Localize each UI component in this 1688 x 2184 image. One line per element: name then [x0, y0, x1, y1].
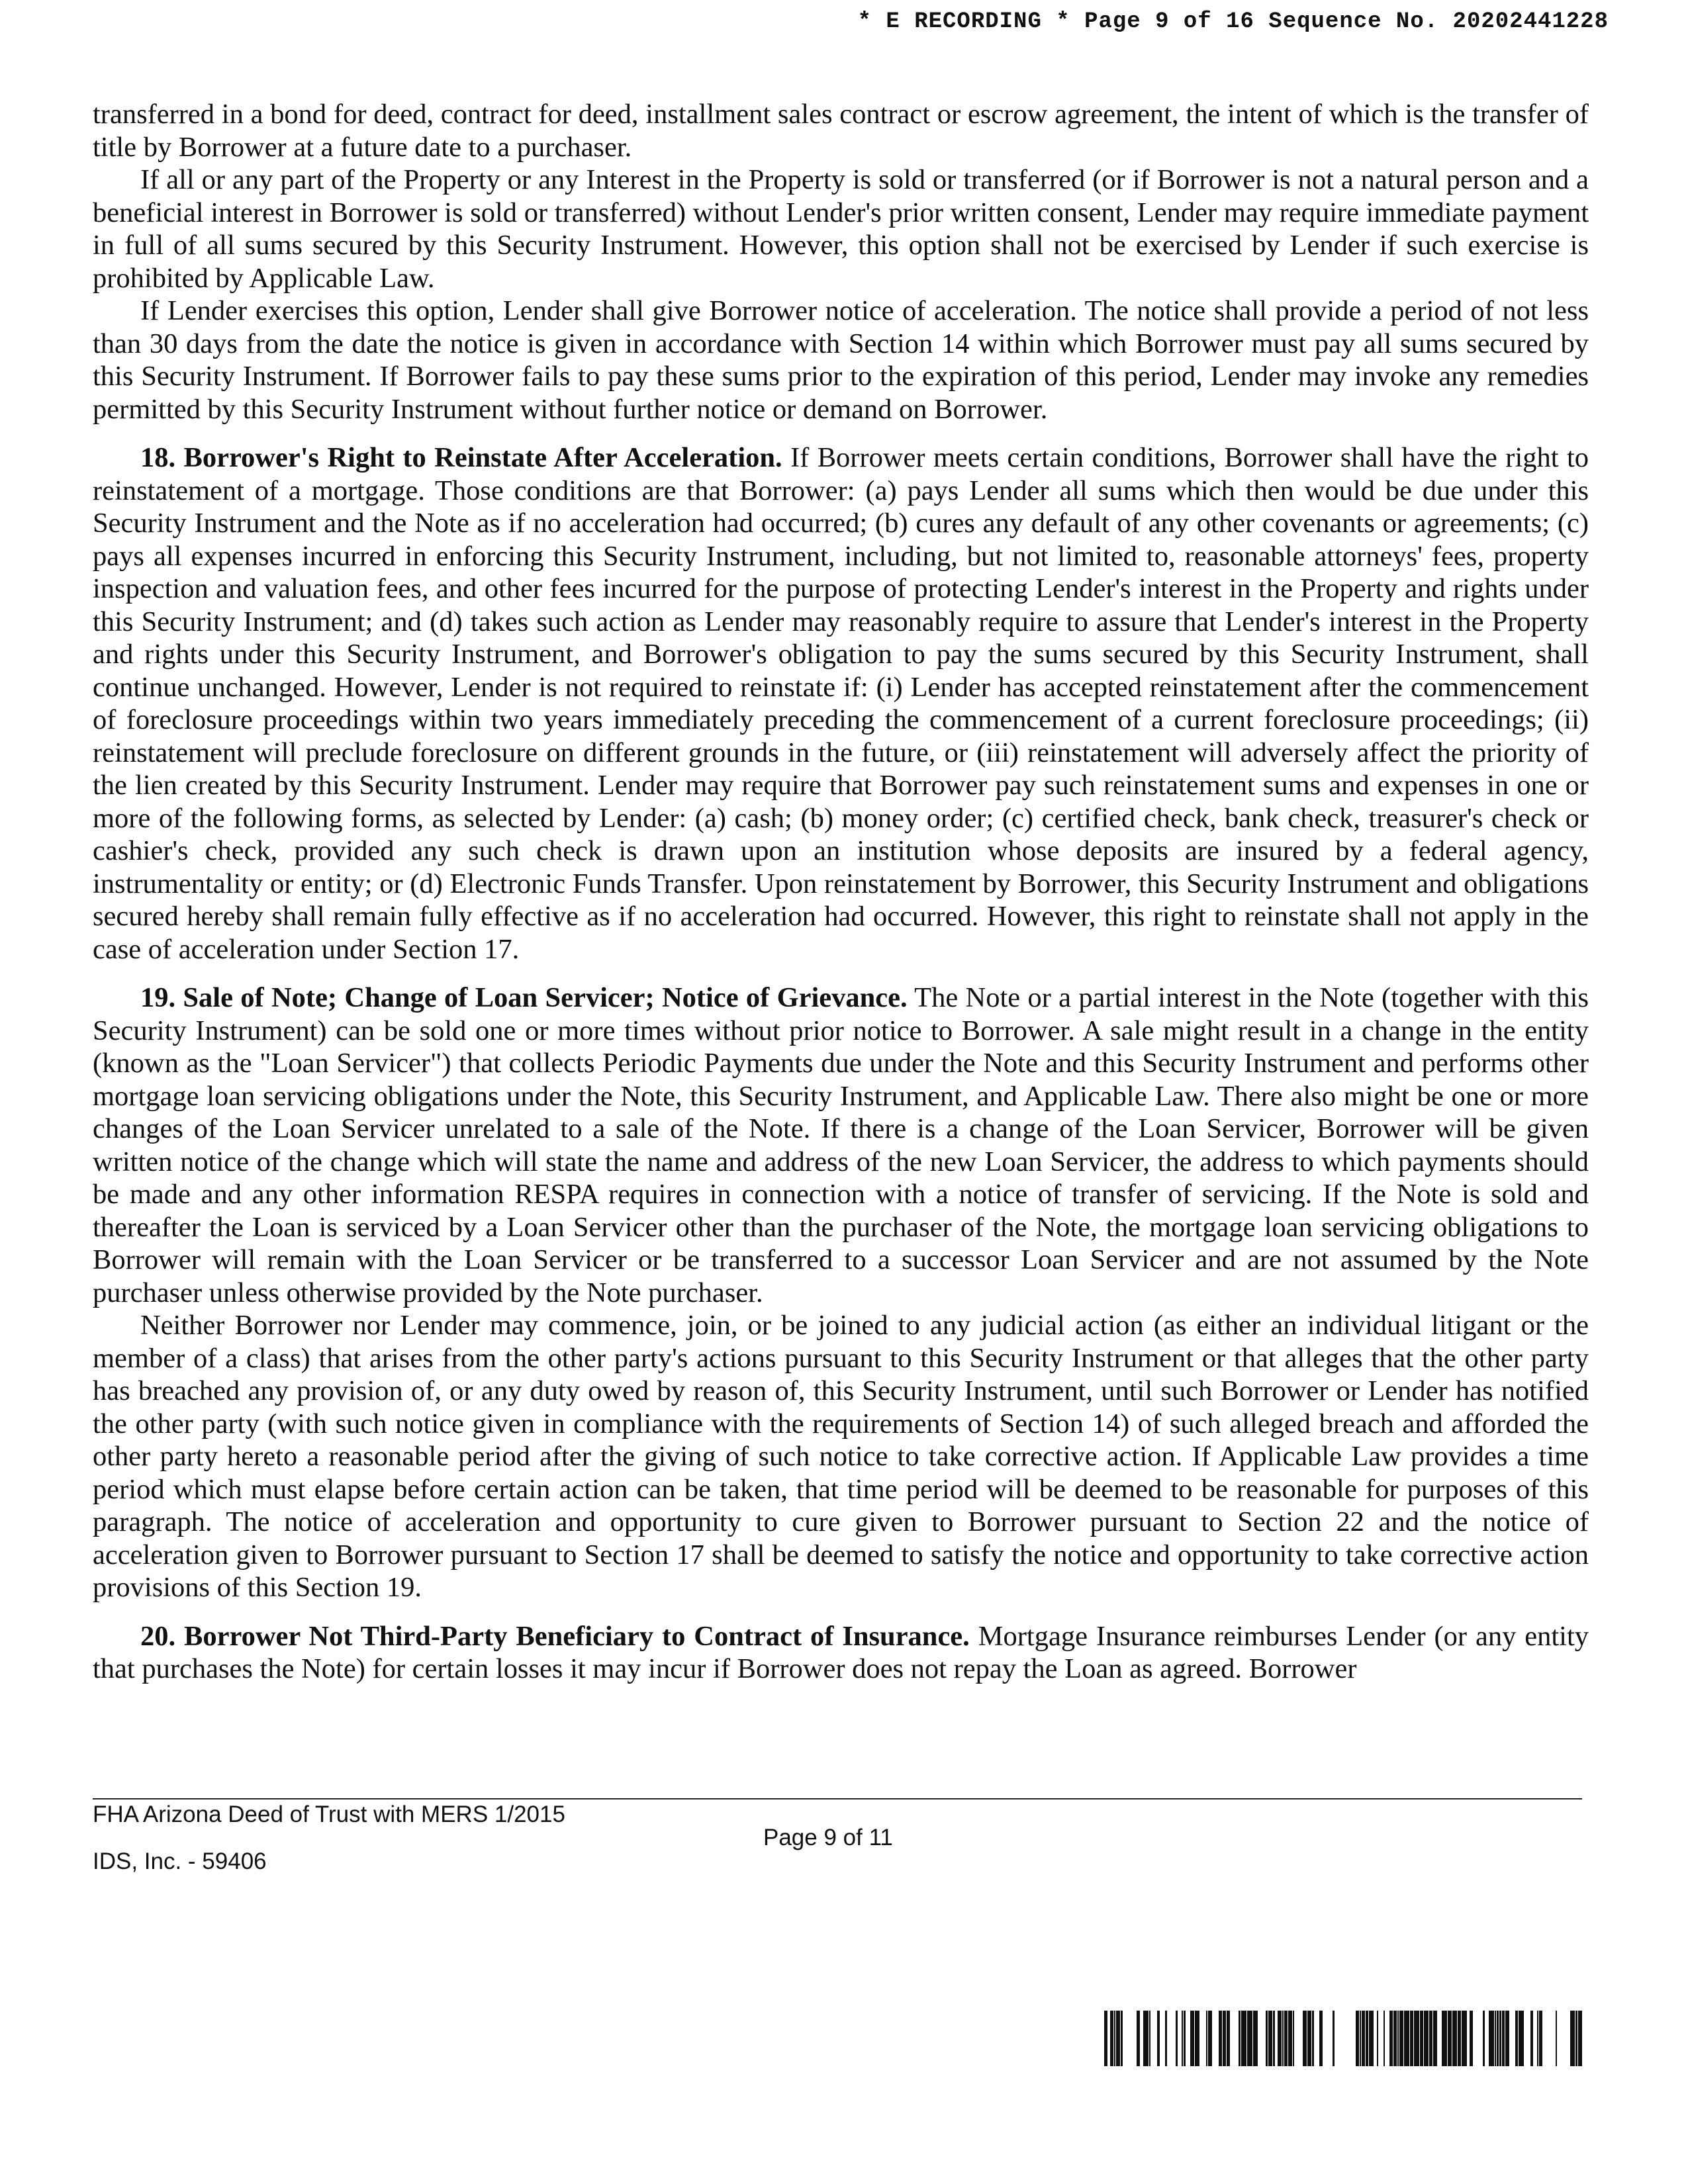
- footer-page-number: Page 9 of 11: [763, 1825, 893, 1850]
- footer-form-name: FHA Arizona Deed of Trust with MERS 1/2015: [93, 1801, 565, 1827]
- section-18-title: 18. Borrower's Right to Reinstate After Acceleration.: [140, 442, 782, 473]
- section-18-text: If Borrower meets certain conditions, Borrower shall have the right to reinstatement of a mortgage. Those conditions are that Borrower: (a) pays Lender all sums which then would be due under this Security Instrument and the Note as if no acceleration had occurred; (b) cures any default of any other covenants or agreements; (c) pays all expenses incurred in enforcing this Security Instrument, including, but not limited to, reasonable attorneys' fees, property inspection and valuation fees, and other fees incurred for the purpose of protecting Lender's interest in the Property and rights under this Security Instrument; and (d) takes such action as Lender may reasonably require to assure that Lender's interest in the Property and rights under this Security Instrument, and Borrower's obligation to pay the sums secured by this Security Instrument, shall continue unchanged. However, Lender is not required to reinstate if: (i) Lender has accepted reinstatement after the commencement of foreclosure proceedings within two years immediately preceding the commencement of a current foreclosure proceedings; (ii) reinstatement will preclude foreclosure on different grounds in the future, or (iii) reinstatement will adversely affect the priority of the lien created by this Security Instrument. Lender may require that Borrower pay such reinstatement sums and expenses in one or more of the following forms, as selected by Lender: (a) cash; (b) money order; (c) certified check, bank check, treasurer's check or cashier's check, provided any such check is drawn upon an institution whose deposits are insured by a federal agency, instrumentality or entity; or (d) Electronic Funds Transfer. Upon reinstatement by Borrower, this Security Instrument and obligations secured hereby shall remain fully effective as if no acceleration had occurred. However, this right to reinstate shall not apply in the case of acceleration under Section 17.: [93, 442, 1589, 965]
- paragraph-transfer-continued: transferred in a bond for deed, contract for deed, installment sales contract or escrow agreement, the intent of which is the transfer of title by Borrower at a future date to a purchaser.: [93, 99, 1589, 163]
- section-19-title: 19. Sale of Note; Change of Loan Servicer; Notice of Grievance.: [140, 982, 908, 1013]
- section-19-grievance: Neither Borrower nor Lender may commence, join, or be joined to any judicial action (as either an individual litigant or the member of a class) that arises from the other party's actions pursuant to this Security Instrument or that alleges that the other party has breached any provision of, or any duty owed by reason of, this Security Instrument, until such Borrower or Lender has notified the other party (with such notice given in compliance with the requirements of Section 14) of such alleged breach and afforded the other party hereto a reasonable period after the giving of such notice to take corrective action. If Applicable Law provides a time period which must elapse before certain action can be taken, that time period will be deemed to be reasonable for purposes of this paragraph. The notice of acceleration and opportunity to cure given to Borrower pursuant to Section 22 and the notice of acceleration given to Borrower pursuant to Section 17 shall be deemed to satisfy the notice and opportunity to take corrective action provisions of this Section 19.: [93, 1310, 1589, 1603]
- paragraph-acceleration-notice: If Lender exercises this option, Lender shall give Borrower notice of acceleration. The notice shall provide a period of not less than 30 days from the date the notice is given in accordance with Section 14 within which Borrower must pay all sums secured by this Security Instrument. If Borrower fails to pay these sums prior to the expiration of this period, Lender may invoke any remedies permitted by this Security Instrument without further notice or demand on Borrower.: [93, 295, 1589, 425]
- section-20: [93, 1620, 1589, 1686]
- footer-vendor: IDS, Inc. - 59406: [93, 1848, 267, 1874]
- document-body: [93, 98, 1589, 1686]
- section-20-text: Mortgage Insurance reimburses Lender (or any entity that purchases the Note) for certain losses it may incur if Borrower does not repay the Loan as agreed. Borrower: [93, 1620, 1589, 1684]
- paragraph-transfer-consent: If all or any part of the Property or any Interest in the Property is sold or transferred (or if Borrower is not a natural person and a beneficial interest in Borrower is sold or transferred) without Lender's prior written consent, Lender may require immediate payment in full of all sums secured by this Security Instrument. However, this option shall not be exercised by Lender if such exercise is prohibited by Applicable Law.: [93, 164, 1589, 294]
- footer-divider: [93, 1798, 1582, 1799]
- section-19-text: The Note or a partial interest in the Note (together with this Security Instrument) can be sold one or more times without prior notice to Borrower. A sale might result in a change in the entity (known as the "Loan Servicer") that collects Periodic Payments due under the Note and this Security Instrument and performs other mortgage loan servicing obligations under the Note, this Security Instrument, and Applicable Law. There also might be one or more changes of the Loan Servicer unrelated to a sale of the Note. If there is a change of the Loan Servicer, Borrower will be given written notice of the change which will state the name and address of the new Loan Servicer, the address to which payments should be made and any other information RESPA requires in connection with a notice of transfer of servicing. If the Note is sold and thereafter the Loan is serviced by a Loan Servicer other than the purchaser of the Note, the mortgage loan servicing obligations to Borrower will remain with the Loan Servicer or be transferred to a successor Loan Servicer and are not assumed by the Note purchaser unless otherwise provided by the Note purchaser.: [93, 982, 1589, 1308]
- barcode-icon: [1104, 2011, 1582, 2066]
- recording-header: * E RECORDING * Page 9 of 16 Sequence No. 20202441228: [857, 9, 1609, 34]
- section-18: [93, 441, 1589, 966]
- section-20-title: 20. Borrower Not Third-Party Beneficiary to Contract of Insurance.: [140, 1620, 970, 1652]
- section-19: [93, 981, 1589, 1309]
